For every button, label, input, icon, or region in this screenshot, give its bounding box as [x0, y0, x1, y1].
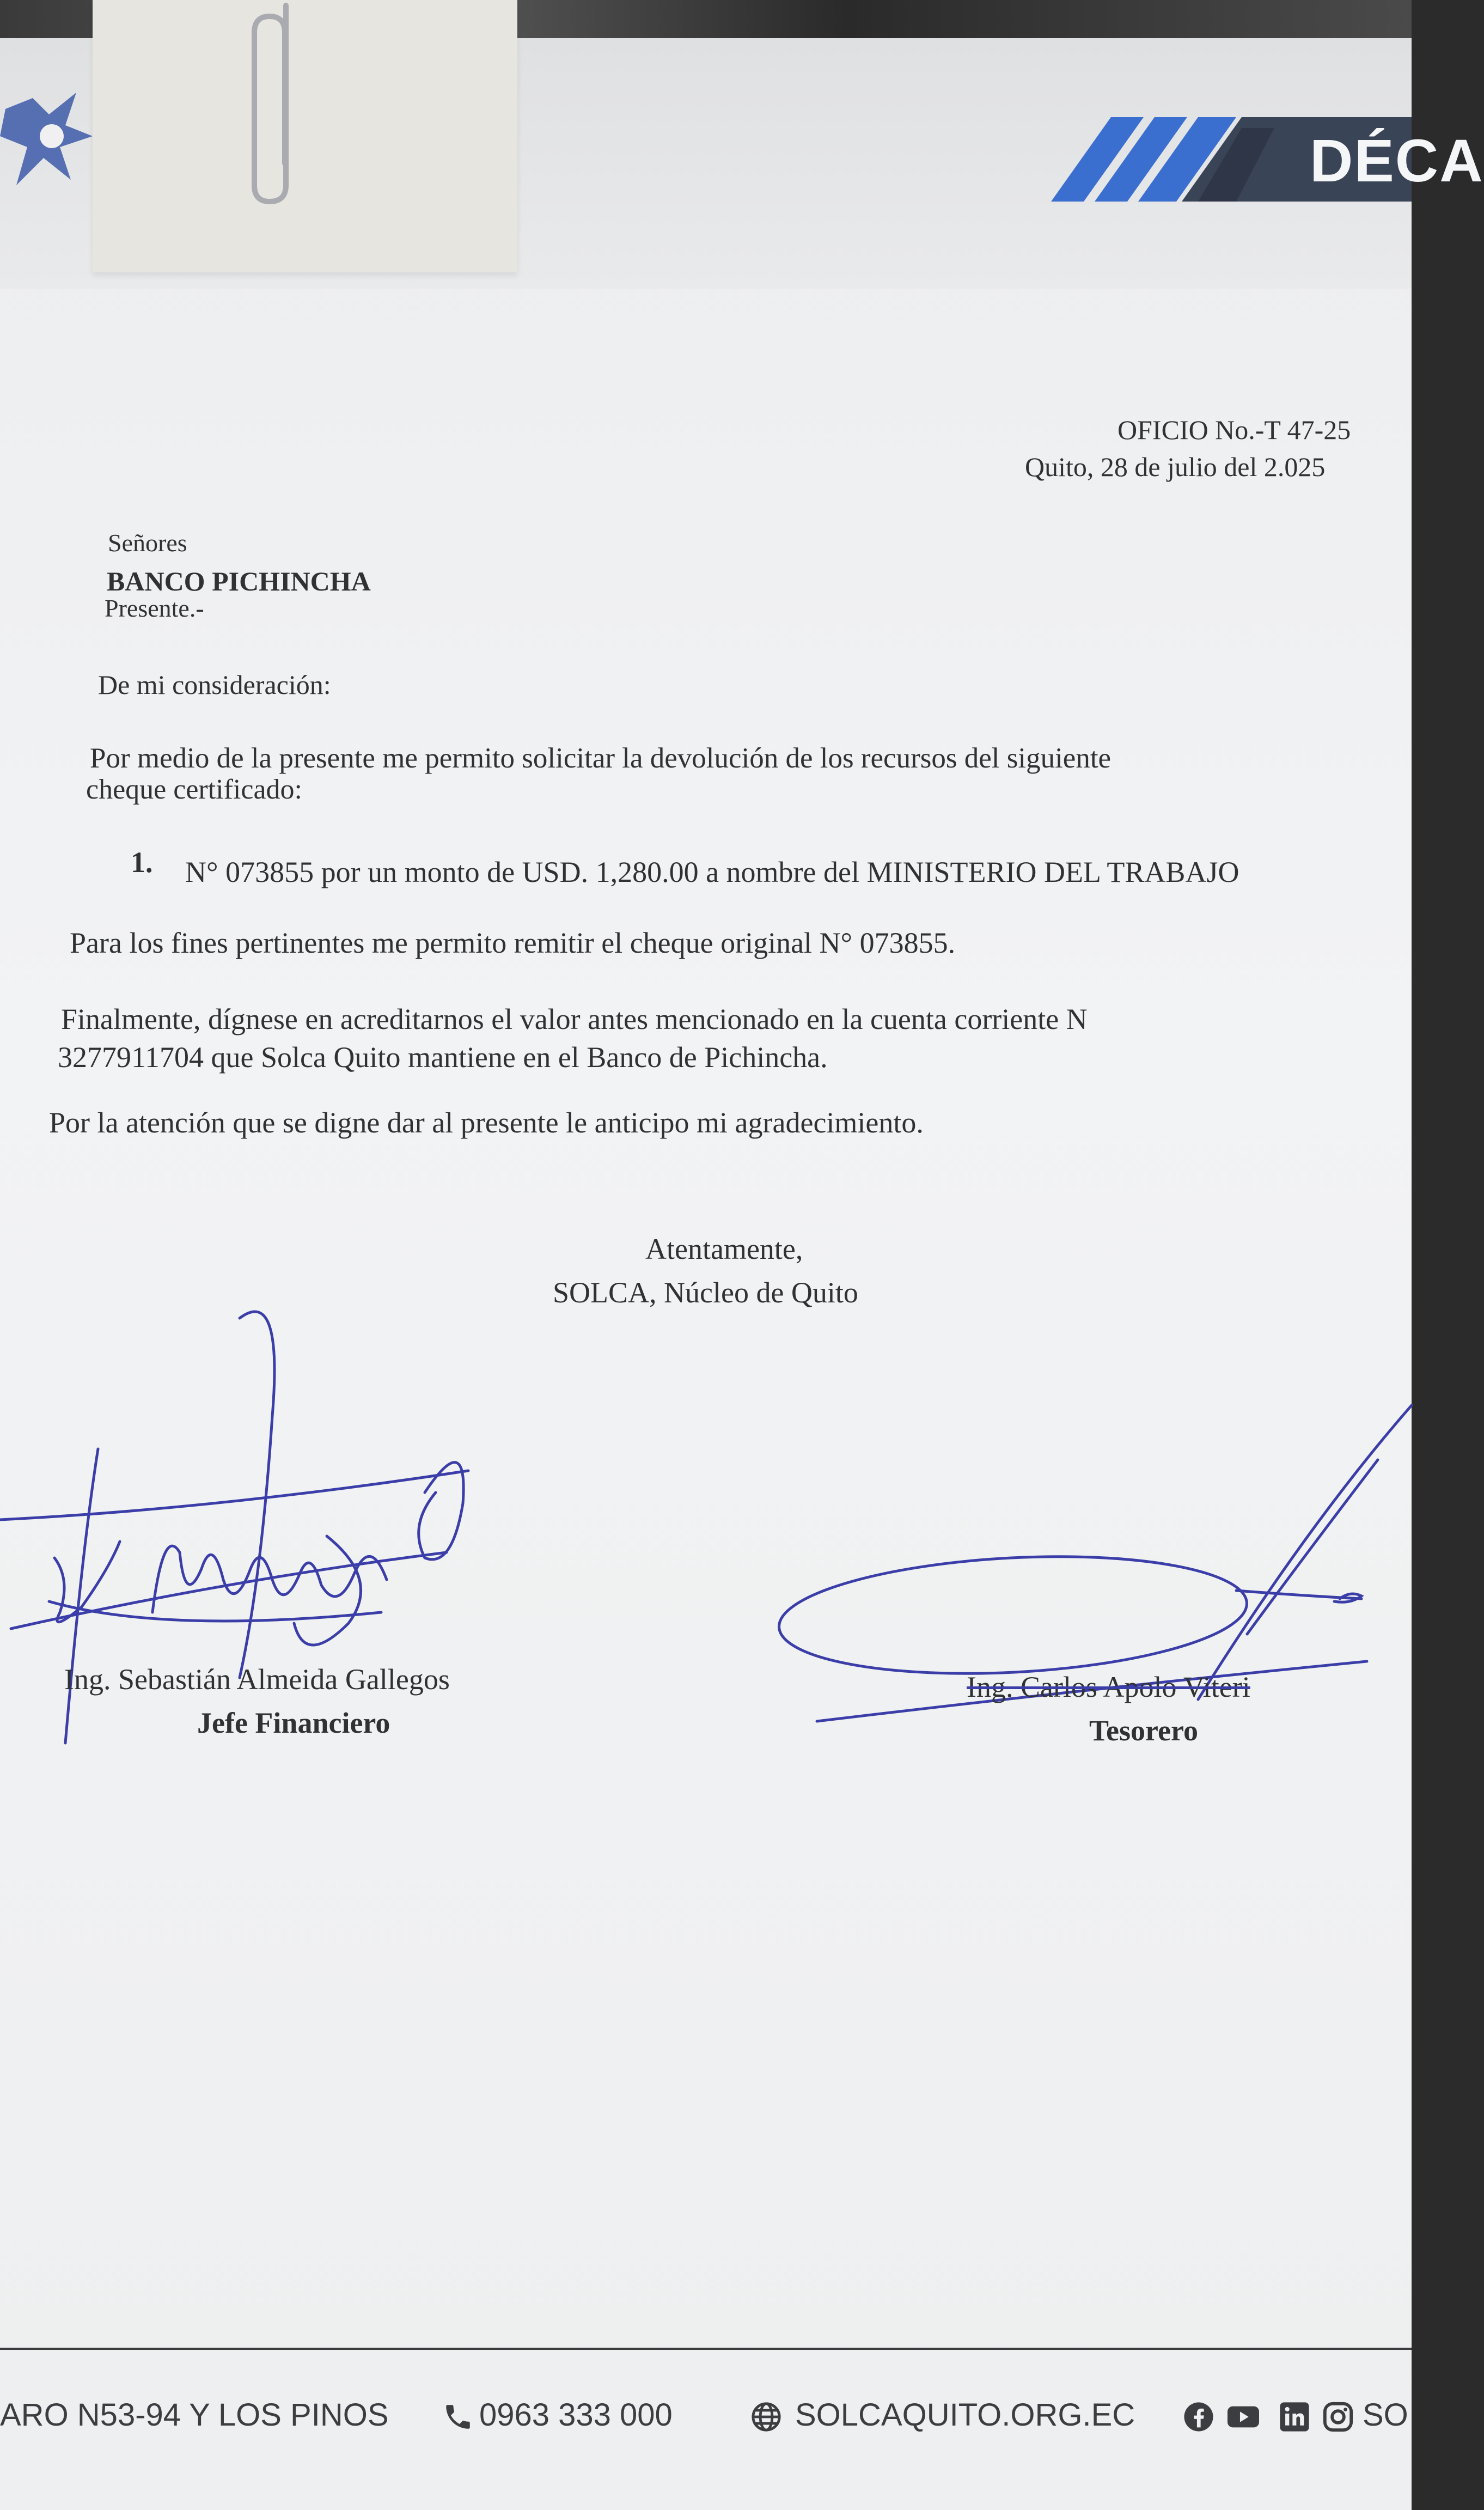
salutation-senores: Señores — [108, 529, 187, 557]
paragraph-2: Para los fines pertinentes me permito remitir el cheque original N° 073855. — [70, 927, 956, 959]
paragraph-3-line-2: 3277911704 que Solca Quito mantiene en el Banco de Pichincha. — [58, 1041, 828, 1074]
list-item-number: 1. — [131, 846, 153, 879]
linkedin-icon[interactable] — [1279, 2401, 1310, 2433]
paragraph-1-line-2: cheque certificado: — [86, 774, 302, 805]
signer-1-name: Ing. Sebastián Almeida Gallegos — [64, 1663, 450, 1696]
instagram-icon[interactable] — [1322, 2401, 1354, 2433]
signer-1-title: Jefe Financiero — [197, 1707, 390, 1739]
footer-divider — [0, 2348, 1412, 2350]
facebook-icon[interactable] — [1183, 2401, 1214, 2433]
footer-website[interactable]: SOLCAQUITO.ORG.EC — [795, 2397, 1135, 2433]
banner-text: DÉCA — [1310, 127, 1484, 194]
footer-phone[interactable]: 0963 333 000 — [479, 2397, 673, 2433]
paragraph-1-line-1: Por medio de la presente me permito solicitar la devolución de los recursos del siguiente — [90, 742, 1112, 774]
youtube-icon[interactable] — [1225, 2401, 1261, 2433]
phone-icon — [442, 2401, 474, 2433]
footer-social-handle[interactable]: SO — [1363, 2397, 1408, 2433]
closing-organization: SOLCA, Núcleo de Quito — [553, 1276, 858, 1309]
letter-date: Quito, 28 de julio del 2.025 — [1025, 452, 1326, 482]
greeting: De mi consideración: — [98, 669, 331, 700]
reference-number: OFICIO No.-T 47-25 — [1117, 415, 1351, 445]
salutation-presente: Presente.- — [105, 594, 204, 622]
paragraph-4: Por la atención que se digne dar al presente le anticipo mi agradecimiento. — [49, 1106, 924, 1139]
recipient-name: BANCO PICHINCHA — [107, 566, 371, 596]
globe-icon — [750, 2401, 782, 2433]
signer-2-name: Ing. Carlos Apolo Viteri — [967, 1671, 1250, 1703]
list-item-text: N° 073855 por un monto de USD. 1,280.00 a nombre del MINISTERIO DEL TRABAJO — [185, 856, 1239, 888]
closing-atentamente: Atentamente, — [645, 1233, 803, 1265]
signer-2-title: Tesorero — [1089, 1714, 1198, 1747]
footer-address: ARO N53-94 Y LOS PINOS — [0, 2397, 389, 2433]
paragraph-3-line-1: Finalmente, dígnese en acreditarnos el valor antes mencionado en la cuenta corriente N — [61, 1003, 1088, 1035]
